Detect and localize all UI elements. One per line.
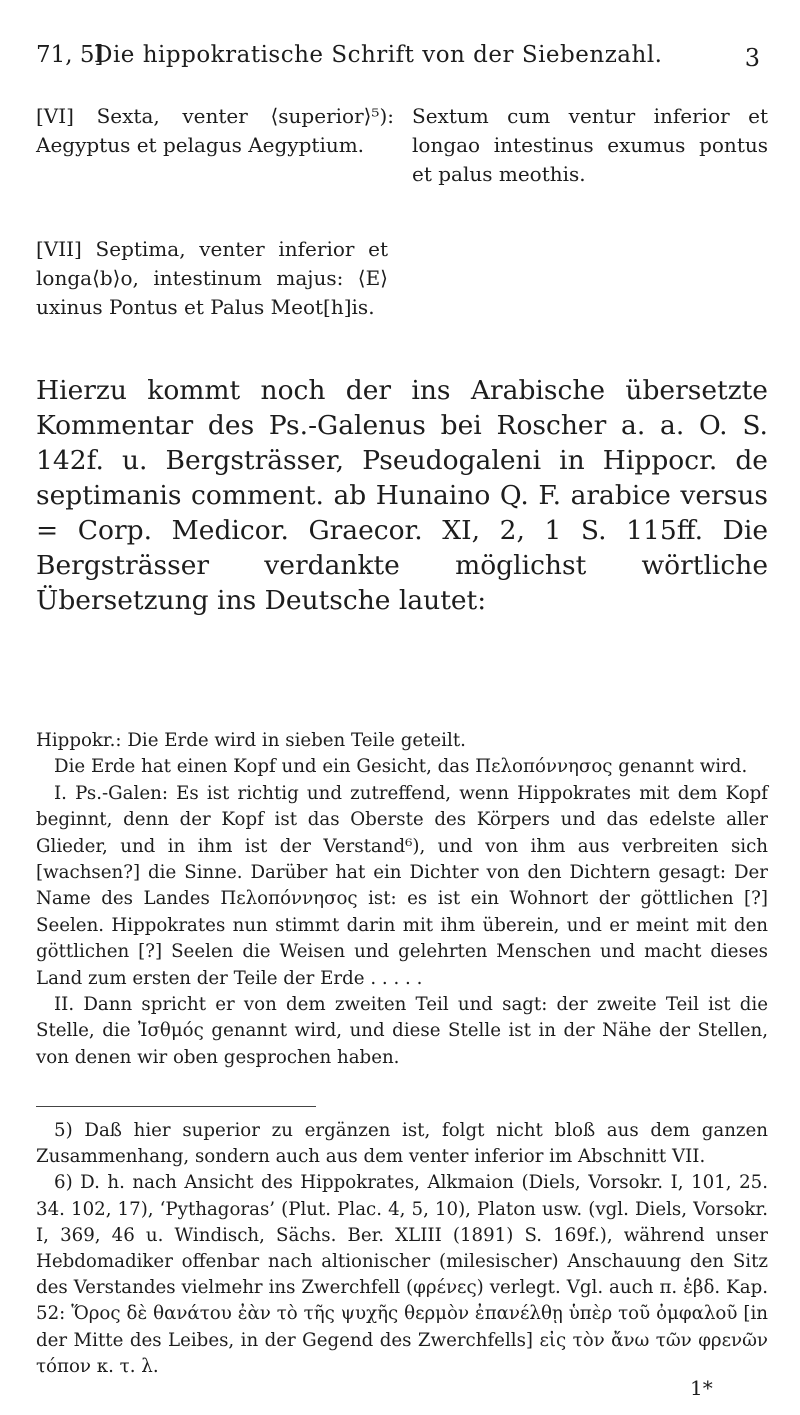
footnote: 6) D. h. nach Ansicht des Hippokrates, Alkmaion (Diels, Vorsokr. I, 101, 25. 34. 102, 17), ‘Pythagoras’ (Plut. Plac. 4, 5, 10), Platon usw. (vgl. Diels, Vorsokr. I, 369, 46 u. Windisch, Sächs. Ber. XLIII (1891) S. 169f.), während unser Hebdomadiker offenbar nach altionischer (milesischer) Anschauung den Sitz des Verstandes vielmehr ins Zwerchfell (φρένες) verlegt. Vgl. auch π. ἑβδ. Kap. 52: Ὅρος δὲ θανάτου ἐὰν τὸ τῆς ψυχῆς θερμὸν ἐπανέλθῃ ὑπὲρ τοῦ ὀμφαλοῦ [in der Mitte des Leibes, in der Gegend des Zwerchfells] εἰς τὸν ἄνω τῶν φρενῶν τόπον κ. τ. λ. (36, 1172, 768, 1377)
chapter-reference: 71, 5] (36, 42, 104, 68)
latin-entry-vi-right: Sextum cum ventur inferior et longao intestinus exumus pontus et palus meothis. (412, 104, 768, 186)
footnote-divider (36, 1106, 316, 1107)
latin-column-left (36, 102, 394, 160)
translation-paragraph: II. Dann spricht er von dem zweiten Teil und sagt: der zweite Teil ist die Stelle, die Ἰσθμός genannt wird, und diese Stelle ist in der Nähe der Stellen, von denen wir oben gesprochen haben. (36, 994, 768, 1068)
translation-paragraph: I. Ps.-Galen: Es ist richtig und zutreffend, wenn Hippokrates mit dem Kopf beginnt, denn der Kopf ist das Oberste des Körpers und das edelste aller Glieder, und in ihm ist der Verstand⁶), und von ihm aus verbreiten sich [wachsen?] die Sinne. Darüber hat ein Dichter von den Dichtern gesagt: Der Name des Landes Πελοπόννησος ist: es ist ein Wohnort der göttlichen [?] Seelen. Hippokrates nun stimmt darin mit ihm überein, und er meint mit den göttlichen [?] Seelen die Weisen und gelehrten Menschen und macht dieses Land zum ersten der Teile der Erde . . . . . (36, 782, 768, 989)
translation-block (36, 728, 768, 1071)
running-head (36, 42, 764, 78)
translation-line: Die Erde hat einen Kopf und ein Gesicht, das Πελοπόννησος genannt wird. (54, 756, 748, 778)
running-title: Die hippokratische Schrift von der Siebenzahl. (94, 42, 663, 68)
footnotes-block (36, 1118, 768, 1380)
latin-column-left-vii (36, 235, 388, 322)
latin-column-right (412, 102, 768, 189)
main-paragraph: Hierzu kommt noch der ins Arabische übersetzte Kommentar des Ps.-Galenus bei Roscher a. a. O. S. 142f. u. Bergsträsser, Pseudogaleni in Hippocr. de septimanis comment. ab Hunaino Q. F. arabice versus = Corp. Medicor. Graecor. XI, 2, 1 S. 115ff. Die Bergsträsser verdankte möglichst wörtliche Übersetzung ins Deutsche lautet: (36, 375, 768, 616)
translation-line: Hippokr.: Die Erde wird in sieben Teile geteilt. (36, 730, 466, 751)
latin-entry-vii-left: [VII] Septima, venter inferior et longa⟨b⟩o, intestinum majus: ⟨E⟩uxinus Pontus et Palus Meot[h]is. (36, 237, 388, 319)
main-paragraph-block (36, 373, 768, 618)
signature-mark: 1* (690, 1376, 713, 1400)
latin-entry-vi-left: [VI] Sexta, venter ⟨superior⟩⁵): Aegyptus et pelagus Aegyptium. (36, 104, 394, 157)
footnote: 5) Daß hier superior zu ergänzen ist, folgt nicht bloß aus dem ganzen Zusammenhang, sondern auch aus dem venter inferior im Abschnitt VII. (36, 1120, 768, 1168)
page-number: 3 (744, 44, 760, 72)
